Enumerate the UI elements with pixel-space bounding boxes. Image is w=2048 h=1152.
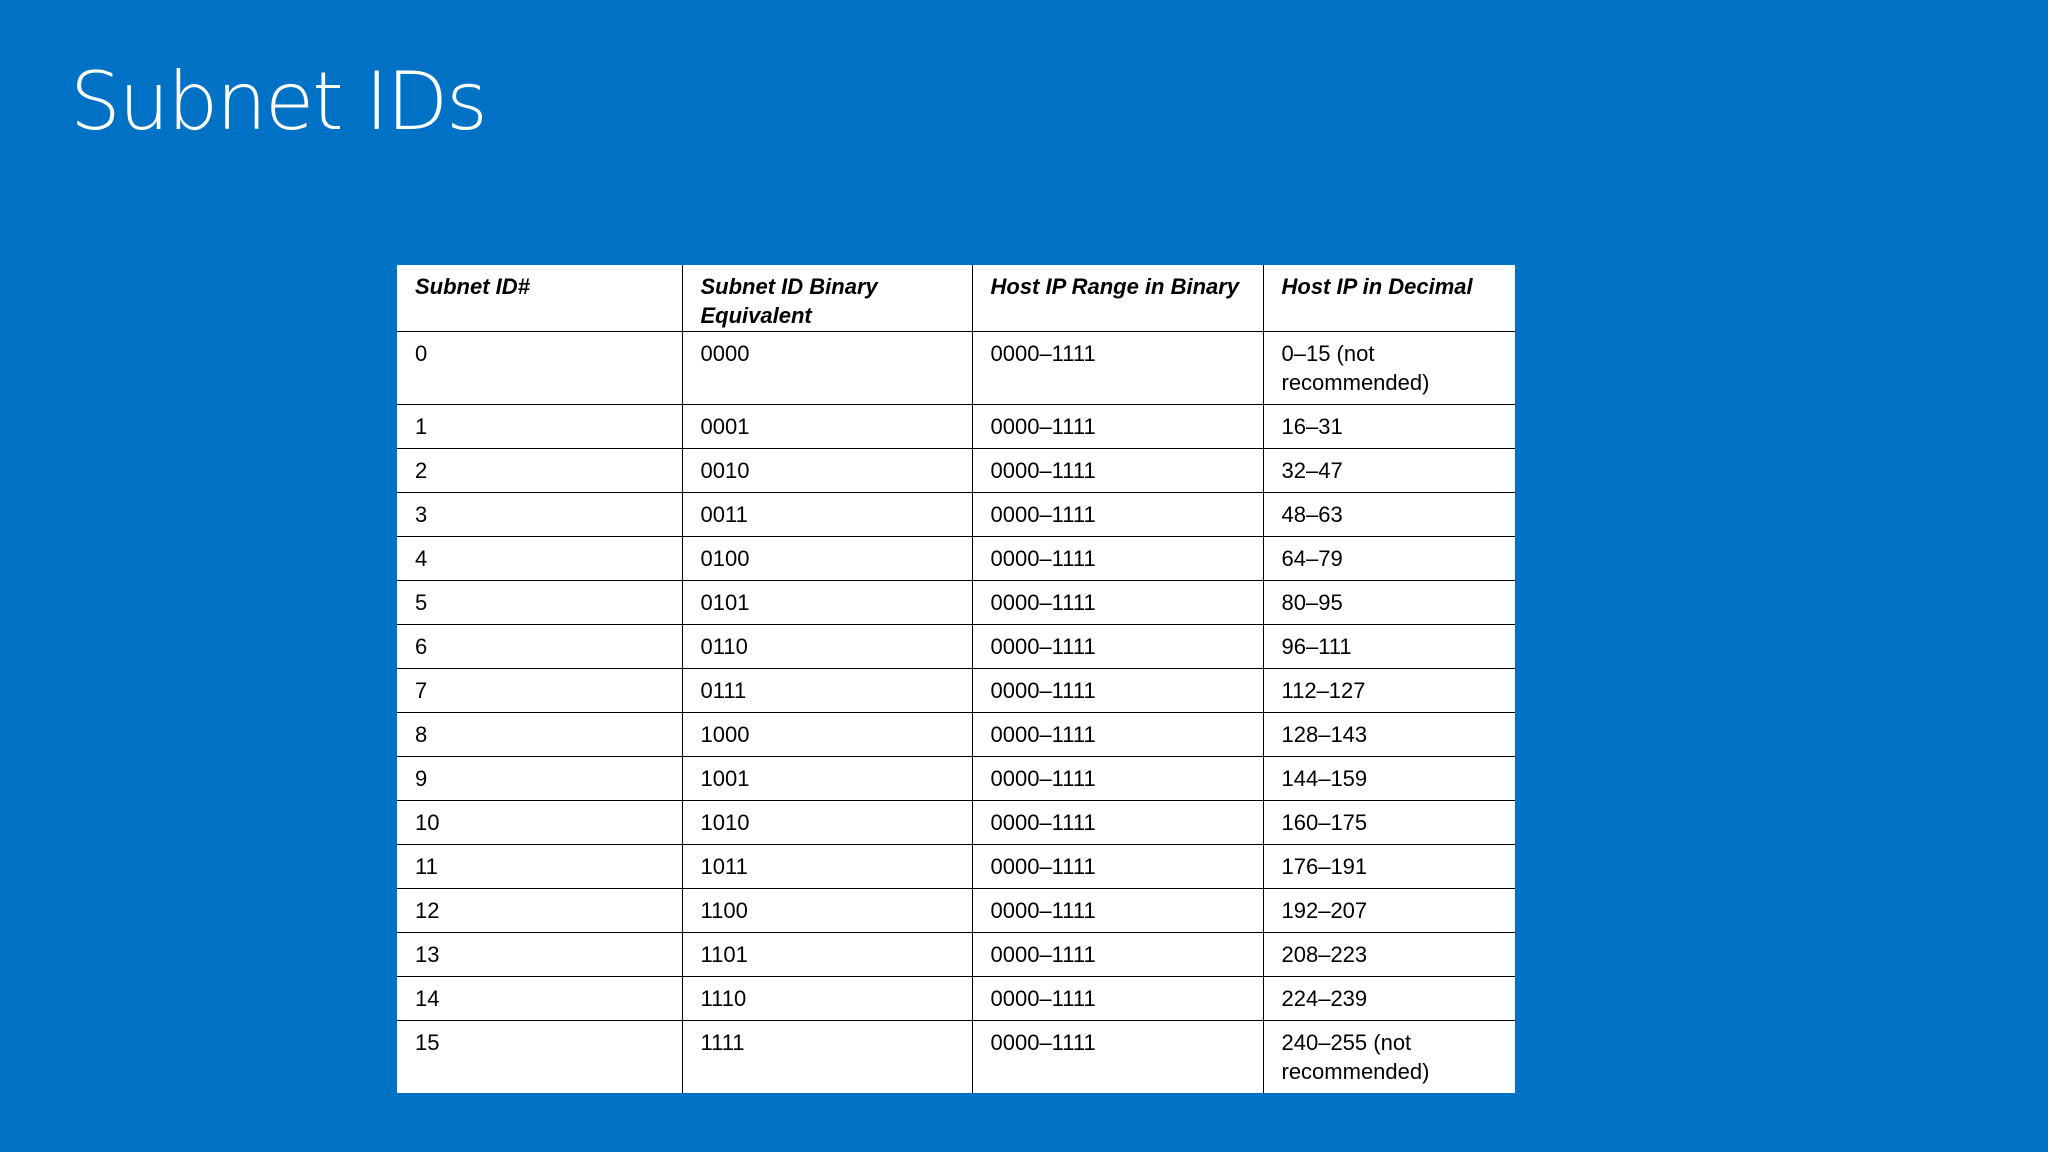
cell-host-range: 0000–1111: [972, 581, 1263, 625]
cell-decimal: 16–31: [1263, 405, 1515, 449]
cell-host-range: 0000–1111: [972, 757, 1263, 801]
cell-binary: 0001: [682, 405, 972, 449]
cell-subnet-id: 11: [397, 845, 682, 889]
cell-decimal: 64–79: [1263, 537, 1515, 581]
subnet-table-container: [397, 265, 1515, 1093]
cell-binary: 0100: [682, 537, 972, 581]
slide-title: Subnet IDs: [70, 55, 486, 148]
cell-host-range: 0000–1111: [972, 537, 1263, 581]
header-host-range-binary: Host IP Range in Binary: [972, 265, 1263, 332]
table-row: [397, 757, 1515, 801]
cell-decimal: 208–223: [1263, 933, 1515, 977]
cell-binary: 1111: [682, 1021, 972, 1094]
cell-binary: 1011: [682, 845, 972, 889]
cell-subnet-id: 4: [397, 537, 682, 581]
table-row: [397, 1021, 1515, 1094]
cell-host-range: 0000–1111: [972, 933, 1263, 977]
subnet-table: [397, 265, 1515, 1093]
cell-decimal: 112–127: [1263, 669, 1515, 713]
cell-host-range: 0000–1111: [972, 493, 1263, 537]
table-row: [397, 933, 1515, 977]
cell-subnet-id: 15: [397, 1021, 682, 1094]
cell-host-range: 0000–1111: [972, 889, 1263, 933]
cell-subnet-id: 6: [397, 625, 682, 669]
cell-binary: 1001: [682, 757, 972, 801]
cell-decimal: 0–15 (not recommended): [1263, 332, 1515, 405]
cell-host-range: 0000–1111: [972, 669, 1263, 713]
table-row: [397, 845, 1515, 889]
cell-binary: 1110: [682, 977, 972, 1021]
cell-binary: 0011: [682, 493, 972, 537]
cell-subnet-id: 10: [397, 801, 682, 845]
table-row: [397, 537, 1515, 581]
cell-subnet-id: 5: [397, 581, 682, 625]
cell-host-range: 0000–1111: [972, 845, 1263, 889]
table-row: [397, 713, 1515, 757]
cell-host-range: 0000–1111: [972, 1021, 1263, 1094]
table-row: [397, 889, 1515, 933]
cell-decimal: 128–143: [1263, 713, 1515, 757]
cell-decimal: 32–47: [1263, 449, 1515, 493]
cell-host-range: 0000–1111: [972, 977, 1263, 1021]
cell-binary: 0110: [682, 625, 972, 669]
cell-binary: 0111: [682, 669, 972, 713]
cell-subnet-id: 0: [397, 332, 682, 405]
table-row: [397, 801, 1515, 845]
header-host-ip-decimal: Host IP in Decimal: [1263, 265, 1515, 332]
cell-host-range: 0000–1111: [972, 449, 1263, 493]
cell-subnet-id: 3: [397, 493, 682, 537]
cell-decimal: 96–111: [1263, 625, 1515, 669]
cell-decimal: 240–255 (not recommended): [1263, 1021, 1515, 1094]
cell-binary: 1010: [682, 801, 972, 845]
table-row: [397, 493, 1515, 537]
cell-subnet-id: 13: [397, 933, 682, 977]
cell-subnet-id: 2: [397, 449, 682, 493]
cell-binary: 0000: [682, 332, 972, 405]
cell-binary: 1000: [682, 713, 972, 757]
table-header-row: [397, 265, 1515, 332]
cell-decimal: 160–175: [1263, 801, 1515, 845]
cell-binary: 0101: [682, 581, 972, 625]
cell-subnet-id: 1: [397, 405, 682, 449]
table-row: [397, 581, 1515, 625]
cell-decimal: 80–95: [1263, 581, 1515, 625]
header-subnet-id: Subnet ID#: [397, 265, 682, 332]
header-binary-equivalent: Subnet ID Binary Equivalent: [682, 265, 972, 332]
table-row: [397, 405, 1515, 449]
cell-host-range: 0000–1111: [972, 713, 1263, 757]
cell-decimal: 176–191: [1263, 845, 1515, 889]
cell-subnet-id: 7: [397, 669, 682, 713]
table-row: [397, 449, 1515, 493]
cell-subnet-id: 8: [397, 713, 682, 757]
table-row: [397, 669, 1515, 713]
cell-subnet-id: 9: [397, 757, 682, 801]
cell-host-range: 0000–1111: [972, 625, 1263, 669]
cell-decimal: 192–207: [1263, 889, 1515, 933]
cell-decimal: 224–239: [1263, 977, 1515, 1021]
table-row: [397, 977, 1515, 1021]
cell-binary: 1100: [682, 889, 972, 933]
table-row: [397, 625, 1515, 669]
cell-host-range: 0000–1111: [972, 332, 1263, 405]
cell-host-range: 0000–1111: [972, 405, 1263, 449]
cell-subnet-id: 12: [397, 889, 682, 933]
cell-decimal: 48–63: [1263, 493, 1515, 537]
cell-binary: 1101: [682, 933, 972, 977]
cell-binary: 0010: [682, 449, 972, 493]
cell-decimal: 144–159: [1263, 757, 1515, 801]
cell-host-range: 0000–1111: [972, 801, 1263, 845]
cell-subnet-id: 14: [397, 977, 682, 1021]
table-row: [397, 332, 1515, 405]
